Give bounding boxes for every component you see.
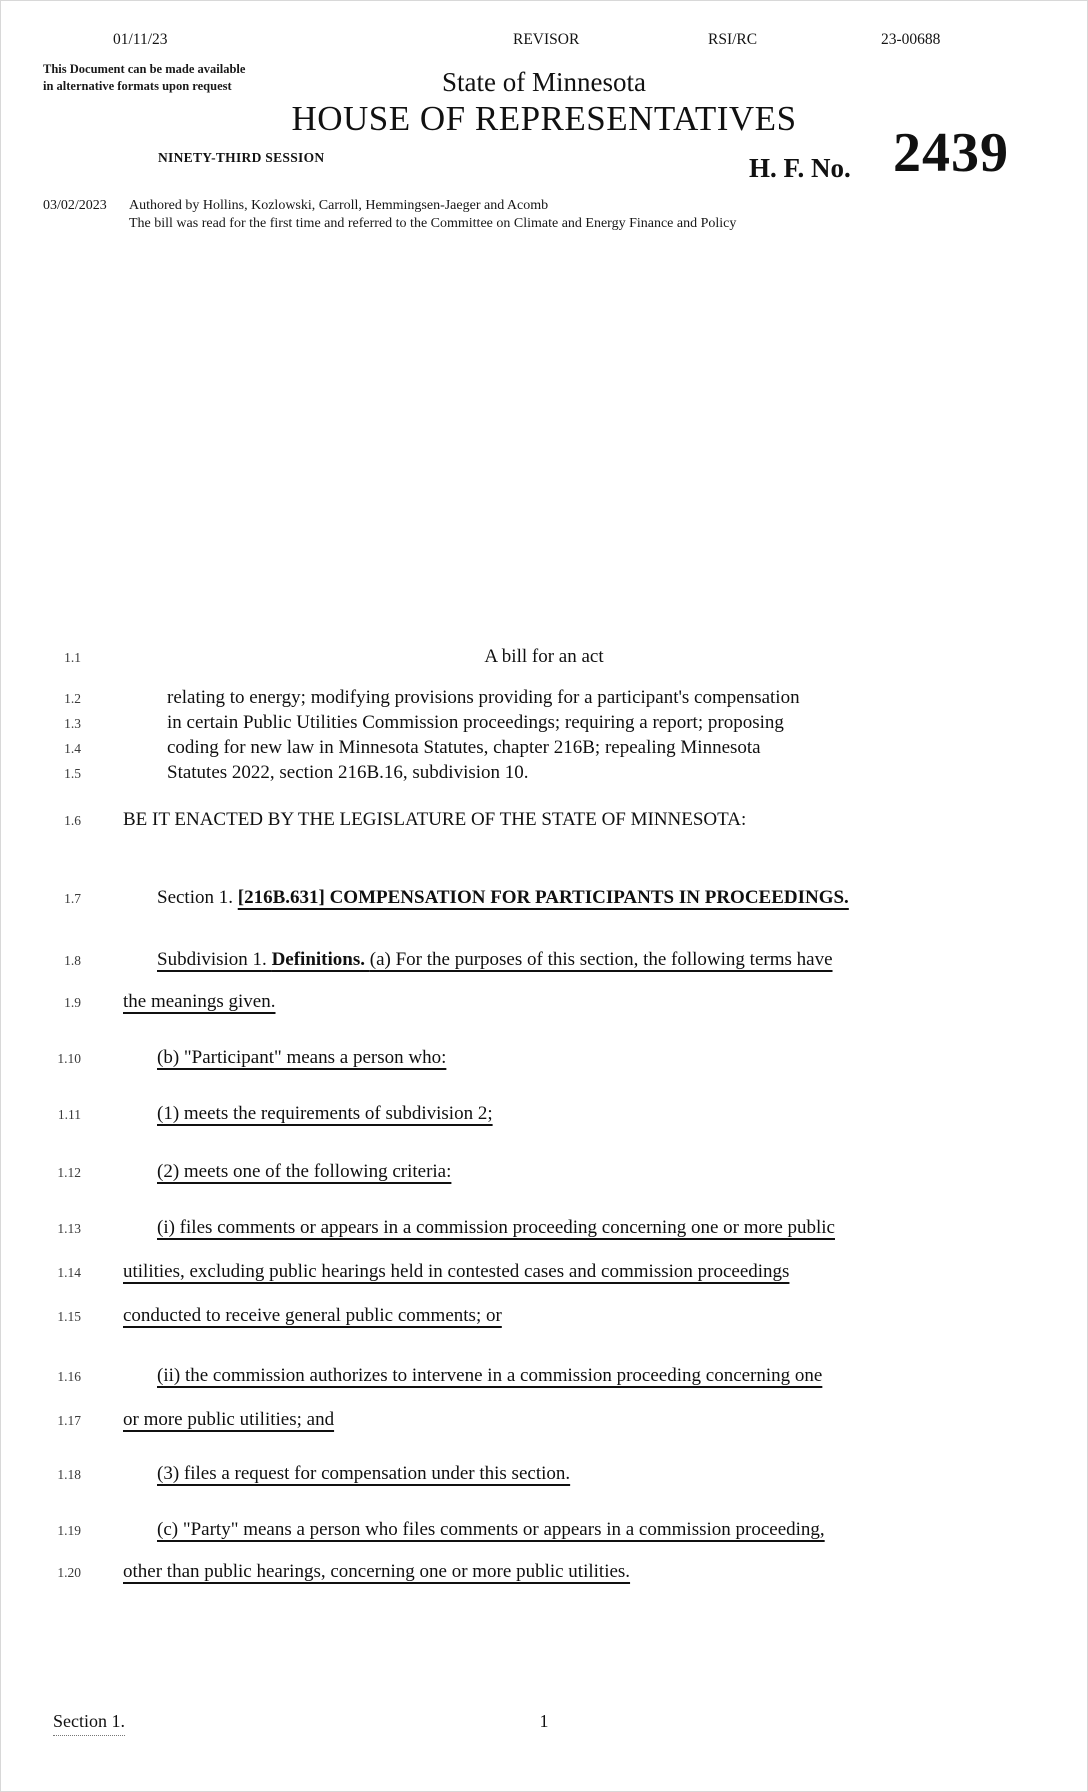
bill-line xyxy=(1,809,1087,835)
bill-number: 2439 xyxy=(893,122,1009,184)
line-text xyxy=(157,1463,570,1485)
line-text xyxy=(123,1409,334,1431)
text-segment: relating to energy; modifying provisions providing for a participant's compensation xyxy=(167,687,800,708)
line-number: 1.16 xyxy=(57,1369,81,1384)
first-reading-line: The bill was read for the first time and referred to the Committee on Climate and Energy Finance and Policy xyxy=(129,215,737,231)
bill-line xyxy=(1,1365,1087,1391)
bill-line xyxy=(1,887,1087,913)
text-segment: (i) files comments or appears in a commission proceeding concerning one or more public xyxy=(157,1217,835,1238)
bill-line xyxy=(1,687,1087,713)
text-segment: utilities, excluding public hearings held in contested cases and commission proceedings xyxy=(123,1261,790,1282)
line-number: 1.18 xyxy=(57,1467,81,1482)
text-segment: [216B.631] COMPENSATION FOR PARTICIPANTS IN PROCEEDINGS. xyxy=(237,887,849,908)
line-text xyxy=(123,1305,502,1327)
bill-line xyxy=(1,1103,1087,1129)
line-text xyxy=(157,887,849,909)
text-segment: (b) "Participant" means a person who: xyxy=(157,1047,447,1068)
line-text xyxy=(157,1047,446,1069)
line-number: 1.7 xyxy=(64,891,81,906)
text-segment: (ii) the commission authorizes to intervene in a commission proceeding concerning one xyxy=(157,1365,823,1386)
text-segment: Definitions. xyxy=(271,949,370,970)
line-number: 1.11 xyxy=(57,1107,81,1122)
footer-page-number: 1 xyxy=(539,1711,549,1731)
line-number: 1.20 xyxy=(57,1565,81,1580)
text-segment: conducted to receive general public comments; or xyxy=(123,1305,502,1326)
text-segment: (c) "Party" means a person who files comments or appears in a commission proceeding, xyxy=(157,1519,825,1540)
availability-line-2: in alternative formats upon request xyxy=(43,79,232,93)
text-segment: the meanings given. xyxy=(123,991,276,1012)
line-number: 1.13 xyxy=(57,1221,81,1236)
line-number: 1.12 xyxy=(57,1165,81,1180)
line-number: 1.9 xyxy=(64,995,81,1010)
line-text xyxy=(167,687,800,709)
text-segment: Section 1. xyxy=(157,887,238,908)
line-number: 1.6 xyxy=(64,813,81,828)
bill-line xyxy=(1,1161,1087,1187)
text-segment: other than public hearings, concerning one or more public utilities. xyxy=(123,1561,631,1582)
line-number: 1.2 xyxy=(64,691,81,706)
bill-line xyxy=(1,991,1087,1017)
line-text xyxy=(123,991,276,1013)
text-segment: Subdivision 1. xyxy=(157,949,272,970)
header-document-number: 23-00688 xyxy=(881,31,941,48)
line-text xyxy=(157,1161,451,1183)
line-text xyxy=(123,809,746,831)
text-segment: or more public utilities; and xyxy=(123,1409,335,1430)
line-text xyxy=(123,1561,630,1583)
line-text xyxy=(157,1103,493,1125)
line-text xyxy=(157,1519,825,1541)
bill-line xyxy=(1,712,1087,738)
line-number: 1.14 xyxy=(57,1265,81,1280)
line-text xyxy=(123,1261,789,1283)
line-number: 1.19 xyxy=(57,1523,81,1538)
line-text xyxy=(167,762,529,784)
text-segment: coding for new law in Minnesota Statutes, chapter 216B; repealing Minnesota xyxy=(167,737,761,758)
line-number: 1.5 xyxy=(64,766,81,781)
line-number: 1.15 xyxy=(57,1309,81,1324)
bill-line xyxy=(1,646,1087,672)
bill-line xyxy=(1,1463,1087,1489)
authored-line: Authored by Hollins, Kozlowski, Carroll, Hemmingsen-Jaeger and Acomb xyxy=(129,198,549,213)
bill-line xyxy=(1,737,1087,763)
footer-section-label: Section 1. xyxy=(53,1711,125,1736)
authorship-block xyxy=(129,197,736,232)
bill-line xyxy=(1,762,1087,788)
line-number: 1.10 xyxy=(57,1051,81,1066)
bill-line xyxy=(1,1261,1087,1287)
intro-date: 03/02/2023 xyxy=(43,198,107,213)
line-text xyxy=(157,949,833,971)
line-number: 1.8 xyxy=(64,953,81,968)
bill-line xyxy=(1,1519,1087,1545)
text-segment: in certain Public Utilities Commission proceedings; requiring a report; proposing xyxy=(167,712,784,733)
text-segment: A bill for an act xyxy=(484,646,604,667)
bill-line xyxy=(1,1305,1087,1331)
bill-line xyxy=(1,949,1087,975)
bill-prefix: H. F. No. xyxy=(749,153,851,183)
header-date: 01/11/23 xyxy=(113,31,168,48)
text-segment: (a) For the purposes of this section, the following terms have xyxy=(369,949,833,970)
line-text xyxy=(167,737,761,759)
text-segment: Statutes 2022, section 216B.16, subdivision 10. xyxy=(167,762,529,783)
line-text xyxy=(157,1217,835,1239)
text-segment: (3) files a request for compensation under this section. xyxy=(157,1463,571,1484)
line-text xyxy=(167,712,784,734)
bill-line xyxy=(1,1561,1087,1587)
chamber-title: HOUSE OF REPRESENTATIVES xyxy=(291,99,797,138)
text-segment: (1) meets the requirements of subdivision 2; xyxy=(157,1103,493,1124)
bill-line xyxy=(1,1217,1087,1243)
line-number: 1.4 xyxy=(64,741,81,756)
header-office: REVISOR xyxy=(513,31,580,48)
line-number: 1.17 xyxy=(57,1413,81,1428)
bill-line xyxy=(1,1409,1087,1435)
bill-line xyxy=(1,1047,1087,1073)
text-segment: (2) meets one of the following criteria: xyxy=(157,1161,452,1182)
header-initials: RSI/RC xyxy=(708,31,758,48)
session-label: NINETY-THIRD SESSION xyxy=(158,150,325,165)
line-text xyxy=(157,1365,822,1387)
availability-line-1: This Document can be made available xyxy=(43,62,246,76)
line-number: 1.3 xyxy=(64,716,81,731)
line-number: 1.1 xyxy=(64,650,81,665)
line-text xyxy=(86,646,1002,668)
state-title: State of Minnesota xyxy=(442,67,646,97)
text-segment: BE IT ENACTED BY THE LEGISLATURE OF THE STATE OF MINNESOTA: xyxy=(123,809,747,830)
